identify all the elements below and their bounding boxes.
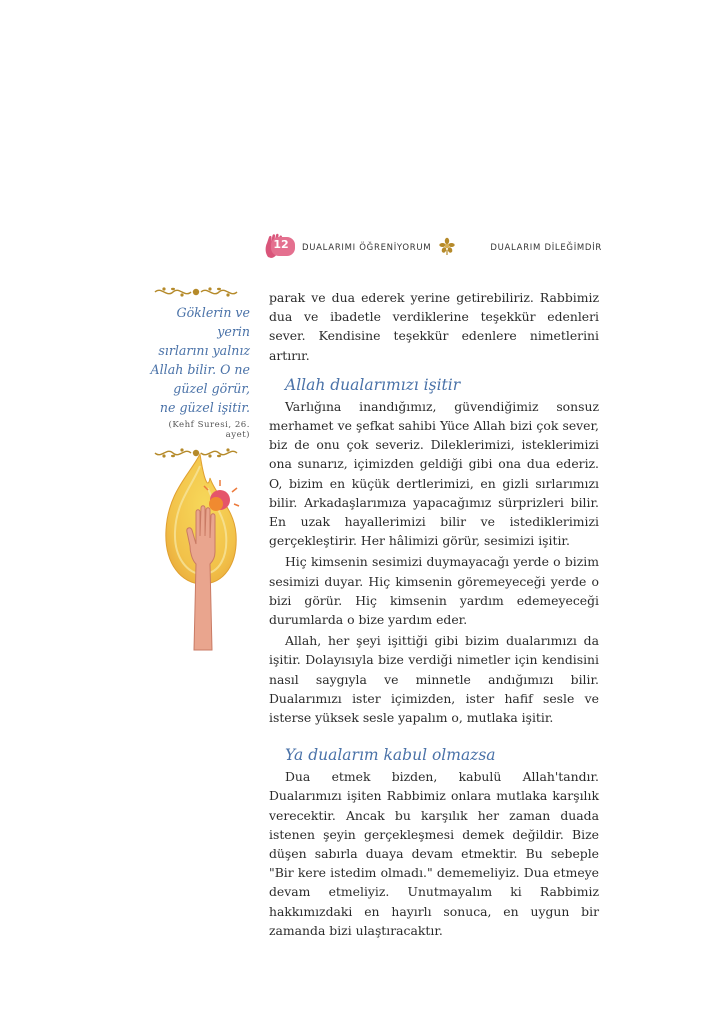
flower-ornament-icon: [438, 237, 456, 255]
body-paragraph: Allah, her şeyi işittiği gibi bizim dualarımızı da işitir. Dolayısıyla bize verdiği nimetler için kendisini nasıl saygıyla ve minnetle andığımızı bilir. Dualarımızı ister içimizden, ister hafif sesle ve isterse yüksek sesle yapalım o, mutlaka işitir.: [269, 633, 599, 726]
quote-line: güzel görür,: [173, 381, 250, 396]
running-header: [258, 232, 602, 260]
verse-source: (Kehf Suresi, 26. ayet): [168, 420, 250, 440]
sidebar-quote-box: [142, 285, 250, 460]
quote-line: sırlarını yalnız: [158, 343, 250, 358]
quote-line: Allah bilir. O ne: [150, 362, 250, 377]
quote-line: Göklerin ve yerin: [176, 305, 250, 339]
header-left-title: DUALARIMI ÖĞRENİYORUM: [302, 243, 432, 253]
page-number: 12: [273, 238, 289, 251]
body-paragraph: Varlığına inandığımız, güvendiğimiz sonsuz merhamet ve şefkat sahibi Yüce Allah bizi çok sever, biz de onu çok severiz. Dileklerimizi, isteklerimizi ona sunarız, içimizden geldiği gibi ona dua ederiz. O, bizim en küçük dertlerimizi, en gizli sırlarımızı bilir. Arkadaşlarımıza yapacağımız sürprizleri bilir. En uzak hayallerimizi bilir ve istediklerimizi gerçekleştirir. Her hâlimizi görür, sesimizi işitir.: [269, 398, 599, 549]
intro-paragraph: parak ve dua ederek yerine getirebiliriz. Rabbimiz dua ve ibadetle verdiklerine teşekkür edenleri sever. Kendisine teşekkür edenlere nimetlerini artırır.: [269, 290, 599, 363]
main-text-column: [269, 288, 599, 940]
quote-line: ne güzel işitir.: [159, 400, 250, 415]
verse-quote: [142, 303, 250, 417]
body-paragraph: Dua etmek bizden, kabulü Allah'tandır. Dualarımızı işiten Rabbimiz onlara mutlaka karşılık verecektir. Ancak bu karşılık her zaman duada istenen şeyin gerçekleşmesi demek değildir. Bize düşen sabırla duaya devam etmektir. Bu sebeple "Bir kere istedim olmadı." dememeliyiz. Dua etmeye devam etmeliyiz. Unutmayalım ki Rabbimiz hakkımızdaki en hayırlı sonuca, en uygun bir zamanda bizi ulaştıracaktır.: [269, 769, 599, 938]
floral-divider-icon: [153, 285, 239, 299]
section-heading: Ya dualarım kabul olmazsa: [285, 746, 496, 765]
header-right-title: DUALARIM DİLEĞİMDİR: [490, 243, 602, 253]
flame-hand-illustration: [160, 452, 240, 652]
section-heading: Allah dualarımızı işitir: [285, 375, 461, 394]
body-paragraph: Hiç kimsenin sesimizi duymayacağı yerde o bizim sesimizi duyar. Hiç kimsenin göremeyeceği yerde o bizi görür. Hiç kimsenin yardım edemeyeceği durumlarda o bize yardım eder.: [269, 554, 599, 628]
